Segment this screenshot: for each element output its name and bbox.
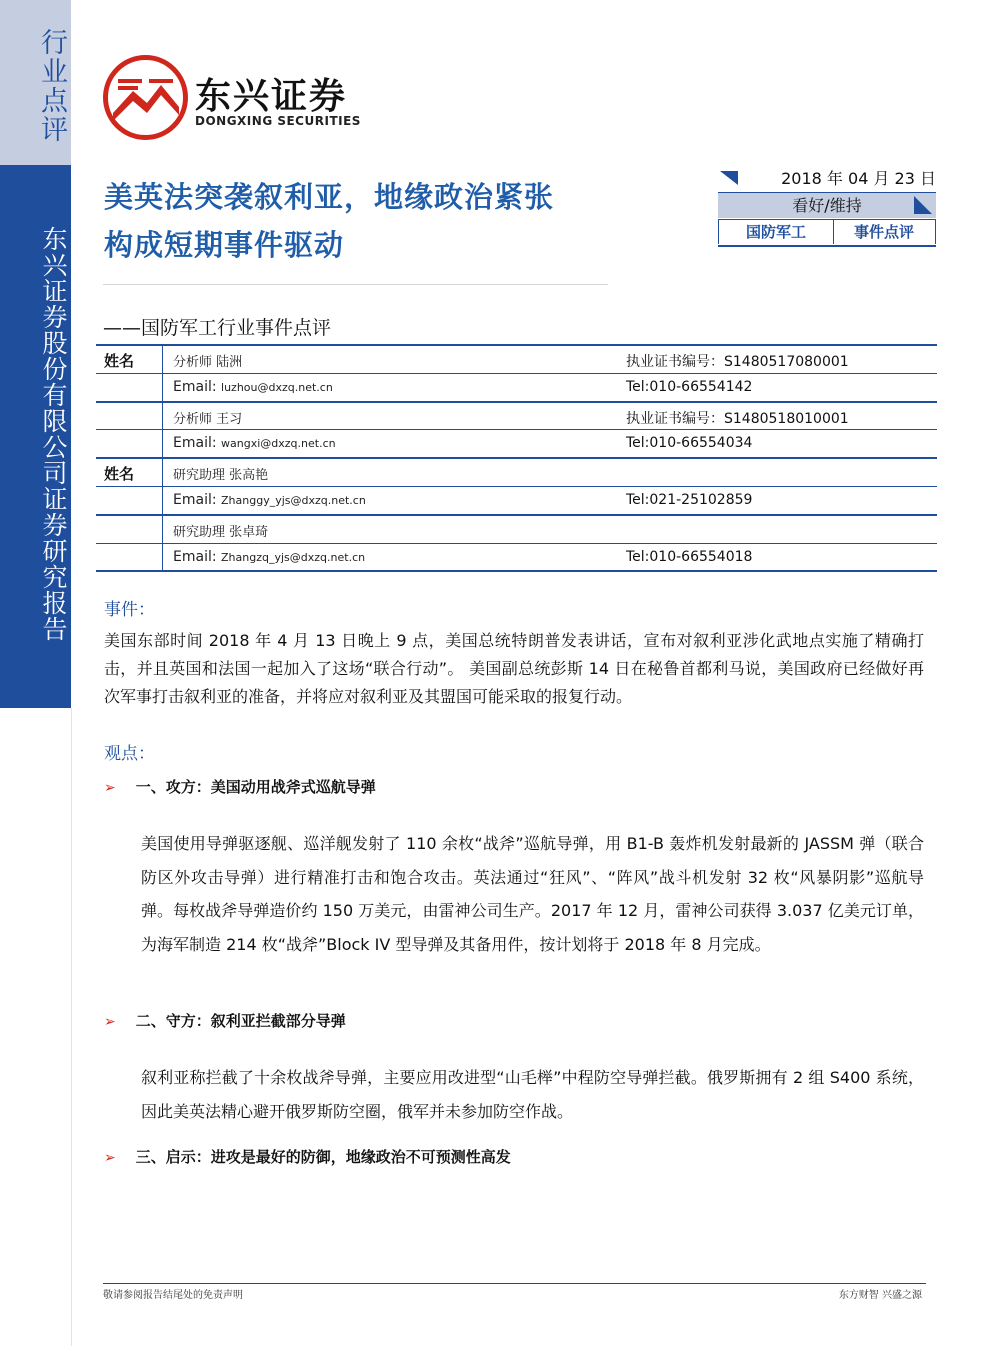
- report-infobox: [718, 165, 936, 244]
- triangle-marker-icon: [914, 196, 932, 214]
- email-row: Email: Zhangzq_yjs@dxzq.net.cn: [173, 548, 366, 565]
- sidebar-company-panel: [0, 165, 71, 708]
- report-type-label: 事件点评: [833, 220, 936, 244]
- classification-row: [718, 219, 936, 247]
- rating-value: 看好/维持: [792, 196, 862, 215]
- view-item-title: ➢ 一、攻方：美国动用战斧式巡航导弹: [104, 778, 376, 796]
- analyst-table: [96, 344, 937, 572]
- arrow-bullet-icon: ➢: [104, 1150, 116, 1166]
- email-link[interactable]: luzhou@dxzq.net.cn: [221, 380, 333, 394]
- report-title-line1: 美英法突袭叙利亚，地缘政治紧张: [104, 180, 555, 214]
- sidebar-category-label: 行业点评: [36, 28, 67, 144]
- arrow-bullet-icon: ➢: [104, 1014, 116, 1030]
- email-link[interactable]: Zhanggy_yjs@dxzq.net.cn: [221, 493, 366, 507]
- email-row: Email: Zhanggy_yjs@dxzq.net.cn: [173, 491, 366, 508]
- sidebar-blank: [0, 708, 72, 1346]
- report-subtitle: ——国防军工行业事件点评: [103, 317, 332, 339]
- view-item-paragraph: 叙利亚称拦截了十余枚战斧导弹，主要应用改进型“山毛榉”中程防空导弹拦截。俄罗斯拥有 2 组 S400 系统，因此美英法精心避开俄罗斯防空圈，俄军并未参加防空作战。: [141, 1068, 924, 1121]
- view-item-paragraph: 美国使用导弹驱逐舰、巡洋舰发射了 110 余枚“战斧”巡航导弹，用 B1-B 轰炸机发射最新的 JASSM 弹（联合防区外攻击导弹）进行精准打击和饱合攻击。英法通过“狂风”、“阵风”战斗机发射 32 枚“风暴阴影”巡航导弹。每枚战斧导弹造价约 150 万美元，由雷神公司生产。2017 年 12 月，雷神公司获得 3.037 亿美元订单，为海军制造 214 枚“战斧”Block IV 型导弹及其备用件，按计划将于 2018 年 8 月完成。: [141, 834, 924, 954]
- industry-label: 国防军工: [718, 220, 834, 244]
- table-row: [96, 430, 937, 459]
- brand-name-cn: 东兴证券: [195, 76, 348, 117]
- analyst-label: 分析师 陆洲: [173, 355, 243, 370]
- phone-number: Tel:010-66554142: [626, 378, 753, 395]
- table-row: [96, 374, 937, 403]
- assistant-label: 研究助理 张卓琦: [173, 524, 269, 540]
- name-header: 姓名: [104, 465, 135, 484]
- table-row: [96, 544, 937, 573]
- table-row: [96, 516, 937, 544]
- triangle-marker-icon: [720, 171, 738, 185]
- table-row: [96, 403, 937, 431]
- email-row: Email: luzhou@dxzq.net.cn: [173, 378, 333, 395]
- table-row: [96, 459, 937, 487]
- view-item-title: ➢ 二、守方：叙利亚拦截部分导弹: [104, 1012, 346, 1030]
- footer-disclaimer: 敬请参阅报告结尾处的免责声明: [103, 1290, 243, 1301]
- views-heading: 观点：: [104, 744, 155, 764]
- email-link[interactable]: wangxi@dxzq.net.cn: [221, 437, 336, 451]
- table-row: [96, 487, 937, 516]
- arrow-bullet-icon: ➢: [104, 780, 116, 796]
- analyst-label: 分析师 王习: [173, 411, 243, 427]
- footer-slogan: 东方财智 兴盛之源: [838, 1290, 922, 1301]
- title-divider: [103, 284, 608, 285]
- brand-name-en: DONGXING SECURITIES: [195, 114, 361, 128]
- sidebar-company-label: 东兴证券股份有限公司证券研究报告: [39, 226, 68, 642]
- report-date-row: [718, 165, 936, 194]
- email-row: Email: wangxi@dxzq.net.cn: [173, 435, 336, 452]
- email-link[interactable]: Zhangzq_yjs@dxzq.net.cn: [221, 550, 366, 564]
- sidebar-category-panel: [0, 0, 71, 165]
- view-item-title: ➢ 三、启示：进攻是最好的防御，地缘政治不可预测性高发: [104, 1148, 511, 1166]
- phone-number: Tel:010-66554018: [626, 548, 753, 565]
- report-date: 2018 年 04 月 23 日: [781, 169, 936, 188]
- phone-number: Tel:010-66554034: [626, 435, 753, 452]
- license-number: 执业证书编号：S1480518010001: [626, 410, 849, 427]
- report-title: [104, 173, 624, 269]
- table-row: [96, 346, 937, 374]
- event-heading: 事件：: [104, 600, 155, 620]
- assistant-label: 研究助理 张高艳: [173, 468, 269, 484]
- dongxing-logo-icon: [103, 55, 188, 140]
- license-number: 执业证书编号：S1480517080001: [626, 354, 849, 370]
- report-title-line2: 构成短期事件驱动: [104, 228, 345, 262]
- footer-divider: [103, 1283, 926, 1284]
- rating-row: [718, 193, 936, 218]
- event-paragraph: 美国东部时间 2018 年 4 月 13 日晚上 9 点，美国总统特朗普发表讲话，宣布对叙利亚涉化武地点实施了精确打击，并且英国和法国一起加入了这场“联合行动”。 美国副总统彭斯 14 日在秘鲁首都利马说，美国政府已经做好再次军事打击叙利亚的准备，并将应对叙利亚及其盟国可能采取的报复行动。: [104, 631, 924, 706]
- phone-number: Tel:021-25102859: [626, 491, 753, 508]
- name-header: 姓名: [104, 352, 135, 370]
